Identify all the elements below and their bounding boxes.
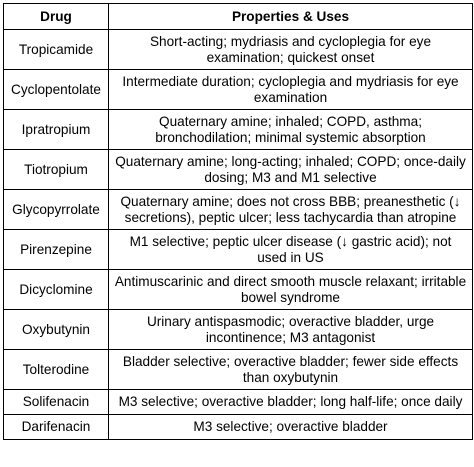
properties-cell: Quaternary amine; inhaled; COPD, asthma; bronchodilation; minimal systemic absorption [109,110,473,150]
drug-name-cell: Solifenacin [4,390,109,415]
table-row [4,70,473,110]
properties-cell: M1 selective; peptic ulcer disease (↓ gastric acid); not used in US [109,230,473,270]
table-header-row [4,4,473,30]
properties-cell: M3 selective; overactive bladder [109,415,473,440]
properties-cell: Intermediate duration; cycloplegia and mydriasis for eye examination [109,70,473,110]
drug-table [3,3,473,440]
drug-name-cell: Oxybutynin [4,310,109,350]
table-row [4,415,473,440]
table-row [4,310,473,350]
drug-name-cell: Tolterodine [4,350,109,390]
drug-name-cell: Tropicamide [4,30,109,70]
table-row [4,150,473,190]
header-properties: Properties & Uses [109,4,473,30]
properties-cell: Urinary antispasmodic; overactive bladder, urge incontinence; M3 antagonist [109,310,473,350]
table-row [4,270,473,310]
table-row [4,390,473,415]
table-row [4,350,473,390]
table-row [4,110,473,150]
table-row [4,230,473,270]
properties-cell: Bladder selective; overactive bladder; fewer side effects than oxybutynin [109,350,473,390]
drug-name-cell: Glycopyrrolate [4,190,109,230]
drug-name-cell: Dicyclomine [4,270,109,310]
header-drug: Drug [4,4,109,30]
properties-cell: Quaternary amine; long-acting; inhaled; COPD; once-daily dosing; M3 and M1 selective [109,150,473,190]
drug-name-cell: Tiotropium [4,150,109,190]
drug-name-cell: Darifenacin [4,415,109,440]
properties-cell: Antimuscarinic and direct smooth muscle relaxant; irritable bowel syndrome [109,270,473,310]
table-row [4,30,473,70]
table-row [4,190,473,230]
drug-name-cell: Pirenzepine [4,230,109,270]
properties-cell: M3 selective; overactive bladder; long half-life; once daily [109,390,473,415]
properties-cell: Short-acting; mydriasis and cycloplegia for eye examination; quickest onset [109,30,473,70]
drug-name-cell: Ipratropium [4,110,109,150]
properties-cell: Quaternary amine; does not cross BBB; preanesthetic (↓ secretions), peptic ulcer; less tachycardia than atropine [109,190,473,230]
drug-name-cell: Cyclopentolate [4,70,109,110]
